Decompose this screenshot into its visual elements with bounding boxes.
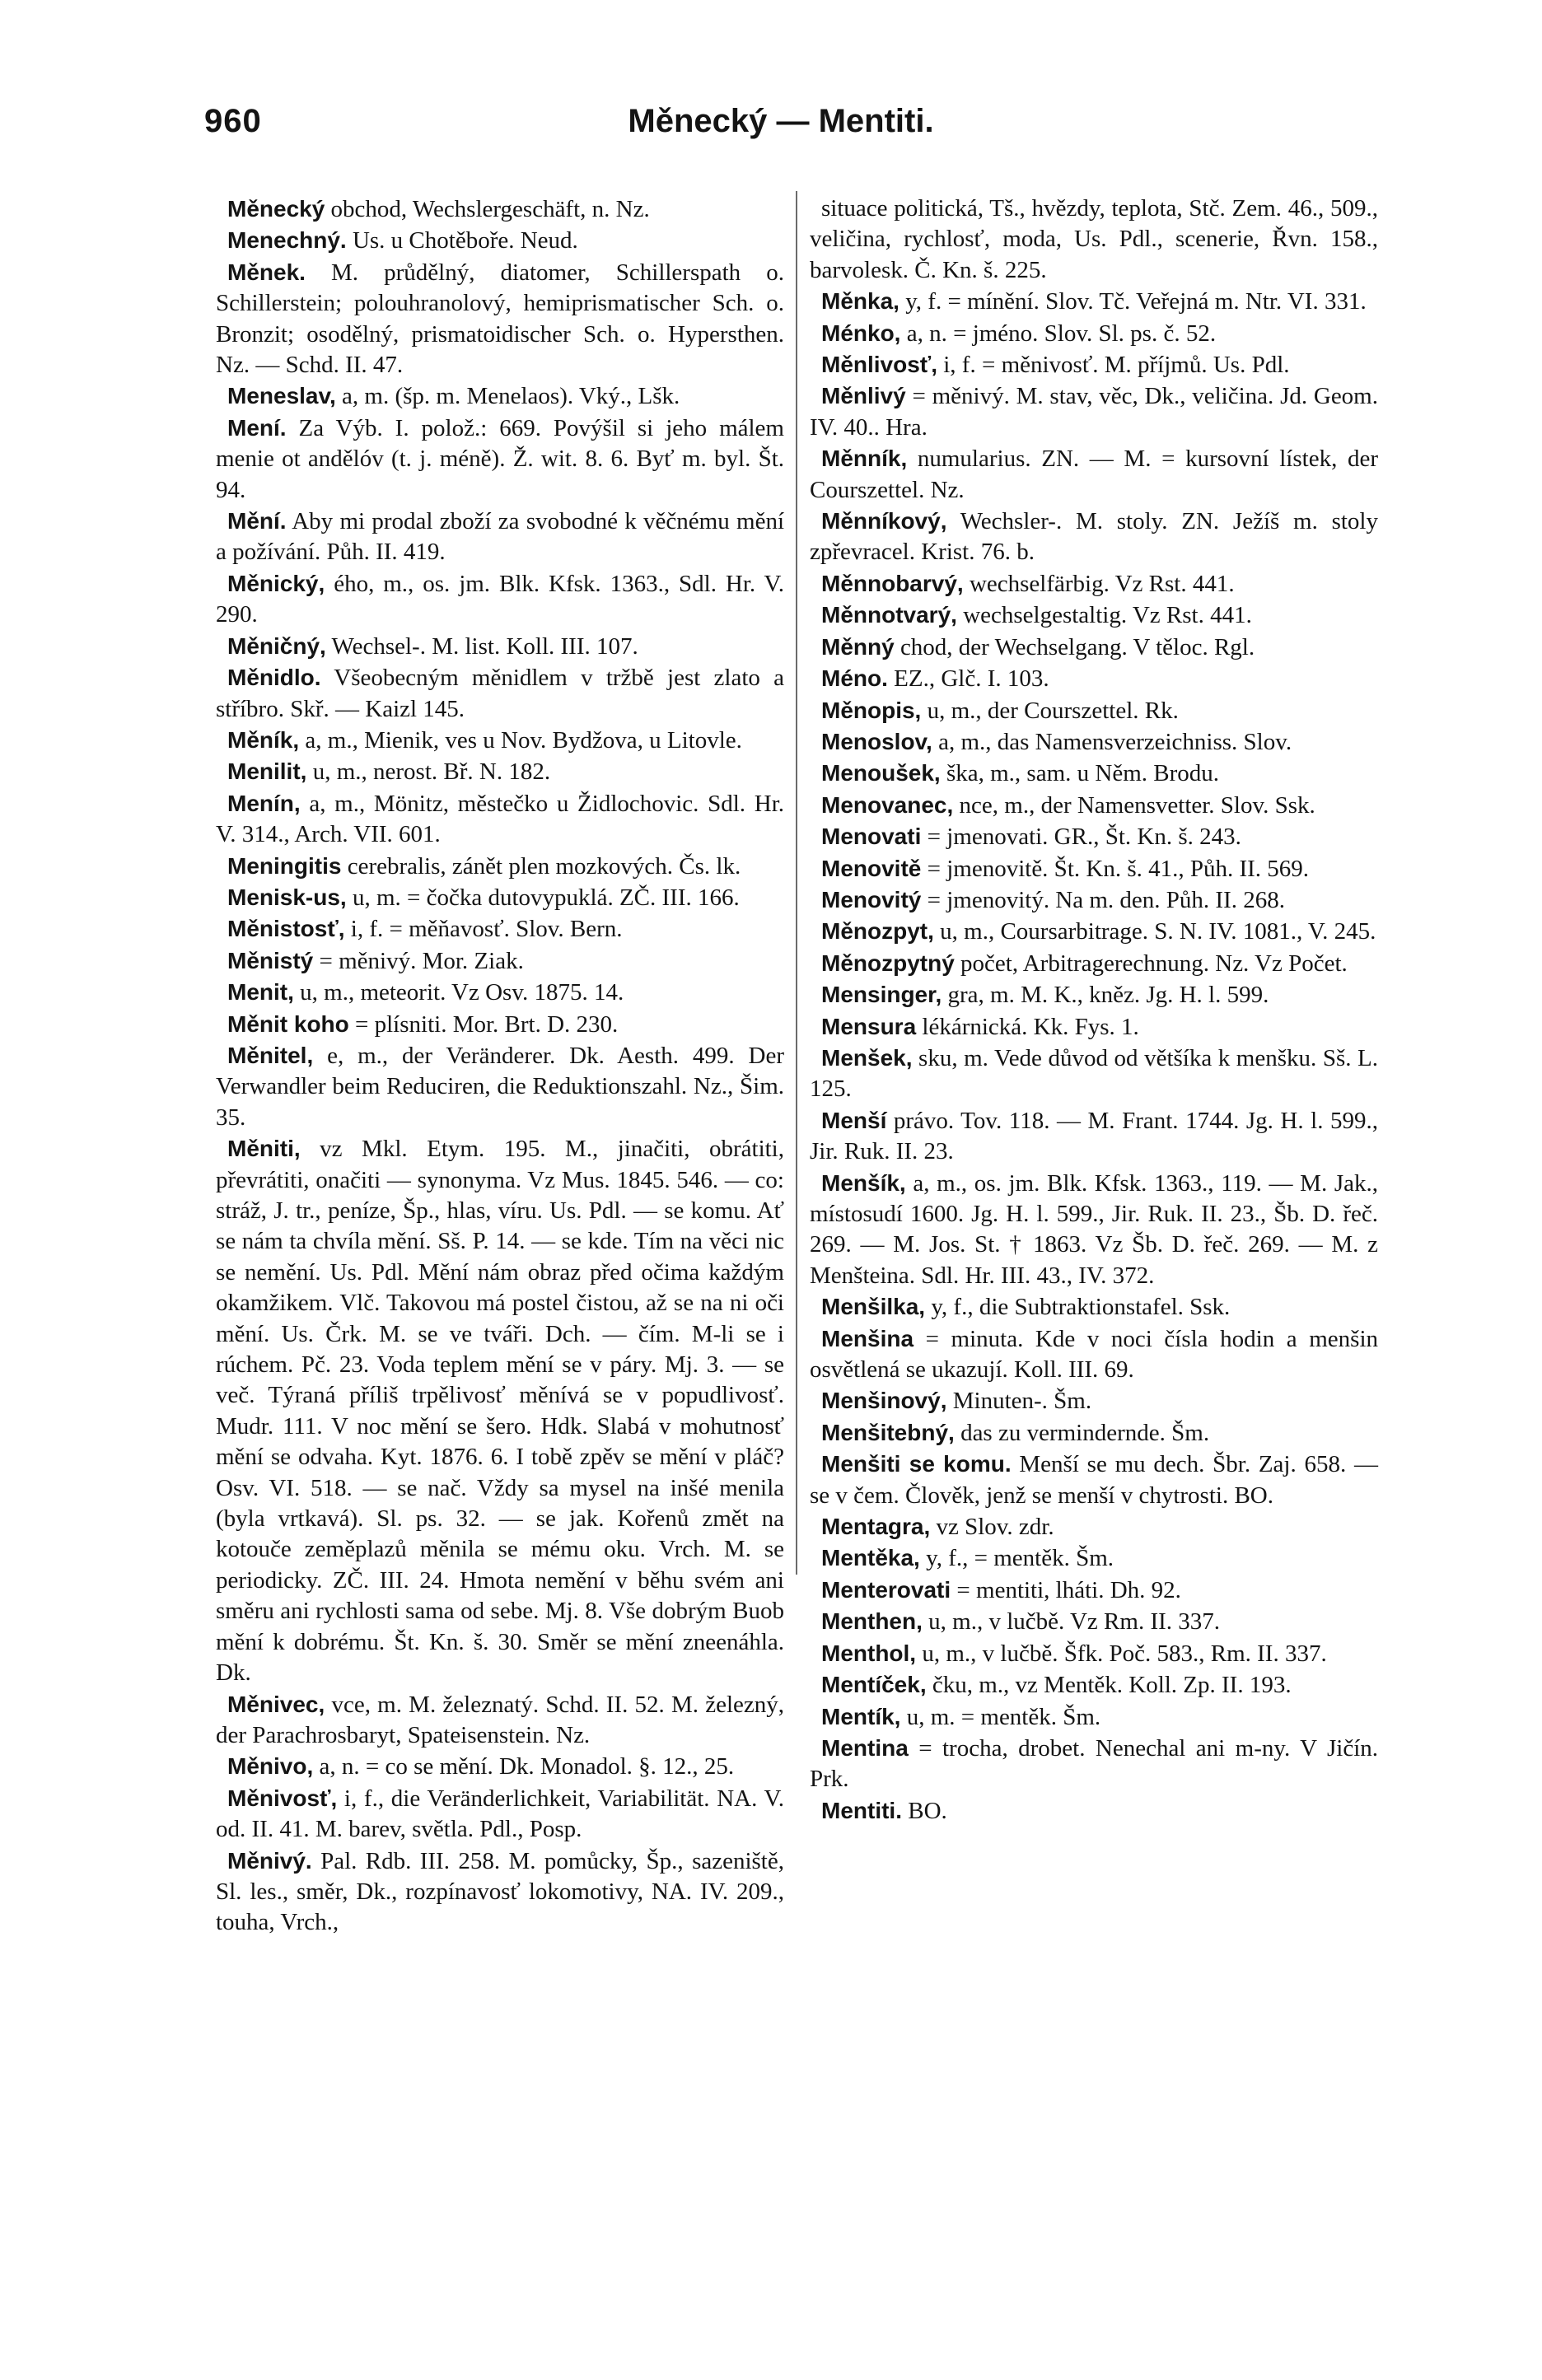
dictionary-entry: [216, 194, 784, 225]
dictionary-entry: [810, 663, 1378, 694]
dictionary-entry: [810, 1043, 1385, 1105]
entry-headword: Meningitis: [227, 852, 342, 879]
entry-text: Minuten-. Šm.: [946, 1388, 1092, 1415]
entry-text: Aby mi prodal zboží za svobodné k věčnému mění a požívání. Půh. II. 419.: [216, 508, 791, 566]
entry-text: Všeobecným měnidlem v tržbě jest zlato a stříbro. Skř. — Kaizl 145.: [216, 665, 791, 722]
entry-text: = měnivý. Mor. Ziak.: [313, 947, 524, 974]
entry-text: u, m., v lučbě. Šfk. Poč. 583., Rm. II. 337.: [916, 1640, 1327, 1667]
dictionary-entry: [216, 788, 790, 851]
entry-text: y, f. = mínění. Slov. Tč. Veřejná m. Ntr. VI. 331.: [899, 288, 1367, 315]
entry-text: chod, der Wechselgang. V těloc. Rgl.: [894, 633, 1255, 660]
entry-text: = minuta. Kde v noci čísla hodin a menšin osvětlená se ukazují. Koll. III. 69.: [810, 1325, 1385, 1384]
entry-text: právo. Tov. 118. — M. Frant. 1744. Jg. H. l. 599., Jir. Ruk. II. 23.: [810, 1107, 1385, 1165]
entry-text: y, f., die Subtraktionstafel. Ssk.: [925, 1294, 1231, 1321]
entry-text: = jmenovitě. Št. Kn. š. 41., Půh. II. 569.: [921, 855, 1310, 882]
dictionary-entry: [810, 1575, 1378, 1606]
entry-headword: Měnný: [821, 633, 895, 660]
dictionary-entry: [216, 1040, 791, 1133]
dictionary-entry: [810, 1669, 1378, 1701]
entry-text: Wechsler-. M. stoly. ZN. Ježíš m. stoly zpřevracel. Krist. 76. b.: [810, 508, 1385, 566]
page-header: [204, 103, 1357, 161]
entry-headword: Menšek,: [821, 1044, 913, 1071]
dictionary-entry: [810, 380, 1385, 443]
entry-headword: Menší: [821, 1107, 887, 1133]
entry-headword: Menisk-us,: [227, 884, 347, 910]
entry-headword: Měnníkový,: [821, 508, 947, 534]
entry-headword: Mentíček,: [821, 1672, 927, 1698]
entry-text: gra, m. M. K., kněz. Jg. H. l. 599.: [942, 982, 1269, 1009]
entry-text: Us. u Chotěboře. Neud.: [346, 227, 578, 254]
entry-text: cerebralis, zánět plen mozkových. Čs. lk.: [341, 852, 741, 880]
entry-text: i, f. = měňavosť. Slov. Bern.: [344, 916, 623, 943]
dictionary-entry: [810, 1105, 1385, 1168]
entry-headword: Měnozpyt,: [821, 918, 934, 945]
dictionary-entry: [216, 756, 784, 787]
entry-text: a, n. = co se mění. Dk. Monadol. §. 12., 25.: [313, 1753, 735, 1780]
entry-headword: Měnnobarvý,: [821, 570, 964, 596]
dictionary-entry: [810, 1638, 1378, 1669]
dictionary-entry: [810, 1385, 1378, 1416]
entry-headword: Menšinový,: [821, 1388, 947, 1414]
entry-headword: Menovitě: [821, 855, 922, 881]
entry-headword: Měnecký: [227, 196, 325, 222]
dictionary-entry: [810, 948, 1378, 979]
entry-headword: Menovanec,: [821, 791, 954, 818]
entry-headword: Měnozpytný: [821, 950, 955, 976]
dictionary-entry: [216, 506, 791, 568]
dictionary-entry: [810, 286, 1378, 317]
dictionary-entry: [216, 1689, 791, 1752]
dictionary-entry: [216, 1133, 791, 1688]
dictionary-entry: [810, 1011, 1378, 1043]
entry-headword: Meneslav,: [227, 383, 336, 409]
entry-headword: Menoušek,: [821, 760, 941, 786]
dictionary-entry: [216, 225, 784, 256]
dictionary-entry: [810, 726, 1378, 758]
entry-text: a, m. (šp. m. Menelaos). Vký., Lšk.: [335, 383, 680, 410]
entry-headword: Menšina: [821, 1325, 914, 1351]
entry-headword: Měnivosť,: [227, 1785, 338, 1811]
dictionary-entry: [216, 1009, 784, 1040]
entry-text: = jmenovati. GR., Št. Kn. š. 243.: [921, 824, 1241, 851]
dictionary-entry: [810, 916, 1378, 947]
entry-headword: Menechný.: [227, 227, 347, 254]
entry-text: a, m., Mienik, ves u Nov. Bydžova, u Litovle.: [299, 726, 742, 754]
dictionary-entry: [810, 600, 1378, 631]
entry-headword: Menín,: [227, 790, 301, 816]
entry-headword: Měnivý.: [227, 1847, 312, 1874]
entry-headword: Mentagra,: [821, 1514, 931, 1540]
dictionary-entry: [216, 380, 784, 412]
entry-text: numularius. ZN. — M. = kursovní lístek, der Courszettel. Nz.: [810, 446, 1385, 503]
entry-headword: Mení.: [227, 414, 287, 441]
entry-headword: Měnivec,: [227, 1691, 325, 1717]
dictionary-entry: [810, 1323, 1385, 1386]
dictionary-entry: [810, 1795, 1378, 1827]
entry-text: = plísniti. Mor. Brt. D. 230.: [348, 1010, 619, 1038]
dictionary-entry: [810, 318, 1378, 349]
dictionary-entry: [216, 851, 784, 882]
entry-text: u, m. = mentěk. Šm.: [900, 1703, 1101, 1730]
dictionary-entry: [216, 977, 784, 1008]
entry-text: vz Mkl. Etym. 195. M., jinačiti, obrátiti, převrátiti, onačiti — synonyma. Vz Mus. 1845. 546. — co: stráž, J. tr., peníze, Šp., hlas, víru. Us. Pdl. — se komu. Ať se nám ta chvíla mění. Sš. P. 14. — se kde. Tím na věci nic se nemění. Us. Pdl. Mění nám obraz před očima každým okamžikem. Vlč. Takovou má postel čistou, až se na ni oči mění. Us. Črk. M. se ve tváři. Dch. — čím. M-li se i rúchem. Pč. 23. Voda teplem mění se v páry. Mj. 3. — se več. Týraná příliš trpělivosť měnívá se v popudlivosť. Mudr. 111. V noc mění se šero. Hdk. Slabá v mohutnosť mění se odvaha. Kyt. 1876. 6. I tobě zpěv se mění v pláč? Osv. VI. 518. — se nač. Vždy sa mysel na inšé menila (byla vrtkavá). Sl. ps. 32. — se jak. Kořenů změt na kotouče zeměplazů měnila se mému oku. Vrch. M. se periodicky. ZČ. III. 24. Hmota nemění v běhu svém ani směru ani rychlosti sama od sebe. Mj. 8. Vše dobrým Buob mění k dobrému. Št. Kn. š. 30. Směr se mění zneenáhla. Dk.: [216, 1136, 791, 1687]
entry-text: = měnivý. M. stav, věc, Dk., veličina. Jd. Geom. IV. 40.. Hra.: [810, 383, 1385, 441]
dictionary-entry: [810, 1417, 1378, 1449]
entry-text: a, n. = jméno. Slov. Sl. ps. č. 52.: [900, 320, 1217, 347]
entry-text: y, f., = mentěk. Šm.: [919, 1545, 1114, 1572]
entry-text: a, m., os. jm. Blk. Kfsk. 1363., 119. — M. Jak., místosudí 1600. Jg. H. l. 599., Jir. Ruk. II. 23., Šb. D. řeč. 269. — M. Jos. St. † 1863. Vz Šb. D. řeč. 269. — M. z Menšteina. Sdl. Hr. III. 43., IV. 372.: [810, 1169, 1385, 1289]
entry-text: EZ., Glč. I. 103.: [887, 665, 1049, 693]
dictionary-entry: [810, 979, 1378, 1010]
entry-text: i, f., die Veränderlichkeit, Variabilität. NA. V. od. II. 41. M. barev, světla. Pdl., Posp.: [216, 1785, 791, 1843]
dictionary-entry: [216, 631, 784, 662]
entry-headword: Menšiti se komu.: [821, 1451, 1012, 1477]
entry-headword: Mentina: [821, 1734, 909, 1761]
entry-text: Za Výb. I. polož.: 669. Povýšil si jeho málem menie ot andělóv (t. j. méně). Ž. wit. 8. 6. Byť m. byl. Št. 94.: [216, 414, 791, 503]
dictionary-entry: [810, 349, 1378, 380]
dictionary-entry: [810, 1511, 1378, 1542]
entry-text: BO.: [902, 1797, 947, 1824]
dictionary-entry: [216, 257, 791, 381]
dictionary-entry: [810, 632, 1378, 663]
entry-headword: Mentík,: [821, 1703, 901, 1729]
entry-text: u, m., meteorit. Vz Osv. 1875. 14.: [293, 979, 624, 1006]
entry-headword: Menovitý: [821, 886, 922, 912]
page-number: 960: [204, 103, 262, 139]
entry-headword: Menšilka,: [821, 1294, 926, 1320]
entry-text: ška, m., sam. u Něm. Brodu.: [940, 760, 1220, 787]
dictionary-entry: [810, 443, 1385, 506]
entry-text: M. průdělný, diatomer, Schillerspath o. Schillerstein; polouhranolový, hemiprismatischer Sch. o. Bronzit; osodělný, prismatoidischer Sch. o. Hypersthen. Nz. — Schd. II. 47.: [216, 259, 791, 379]
entry-headword: Menthen,: [821, 1608, 923, 1635]
dictionary-entry: [810, 1542, 1378, 1574]
entry-headword: Měničný,: [227, 632, 326, 659]
dictionary-entry: [810, 758, 1378, 789]
entry-headword: Měnník,: [821, 446, 908, 472]
dictionary-entry: [810, 790, 1378, 821]
entry-text: u, m., Coursarbitrage. S. N. IV. 1081., V. 245.: [933, 918, 1376, 945]
dictionary-entry: [810, 853, 1378, 884]
entry-headword: Měniti,: [227, 1136, 301, 1162]
entry-headword: Ménko,: [821, 320, 901, 346]
entry-headword: Měnitel,: [227, 1042, 314, 1068]
entry-headword: Měnistý: [227, 947, 314, 973]
dictionary-entry: [216, 945, 784, 977]
dictionary-entry: [810, 1449, 1385, 1511]
entry-headword: Měnický,: [227, 570, 325, 596]
entry-text: počet, Arbitragerechnung. Nz. Vz Počet.: [954, 950, 1348, 977]
entry-headword: Mensinger,: [821, 982, 942, 1008]
entry-headword: Mění.: [227, 508, 287, 534]
right-column: [810, 194, 1385, 2351]
dictionary-entry: [810, 506, 1385, 568]
dictionary-entry: [216, 1783, 791, 1846]
entry-text: = trocha, drobet. Nenechal ani m-ny. V Jičín. Prk.: [810, 1734, 1385, 1793]
entry-headword: Měnlivý: [821, 383, 906, 409]
entry-headword: Měnlivosť,: [821, 352, 937, 378]
dictionary-entry: [810, 821, 1378, 852]
entry-text: nce, m., der Namensvetter. Slov. Ssk.: [953, 791, 1315, 819]
entry-text: u, m., nerost. Bř. N. 182.: [306, 758, 551, 786]
entry-text: u, m., v lučbě. Vz Rm. II. 337.: [922, 1608, 1221, 1636]
entry-headword: Měnek.: [227, 259, 306, 285]
entry-headword: Měnivo,: [227, 1753, 314, 1780]
dictionary-entry: [810, 695, 1378, 726]
entry-text: a, m., Mönitz, městečko u Židlochovic. Sdl. Hr. V. 314., Arch. VII. 601.: [216, 790, 790, 848]
entry-text: wechselgestaltig. Vz Rst. 441.: [956, 602, 1252, 629]
entry-headword: Menilit,: [227, 758, 307, 785]
entry-text: = jmenovitý. Na m. den. Půh. II. 268.: [921, 886, 1286, 913]
entry-text: wechselfärbig. Vz Rst. 441.: [963, 570, 1235, 597]
dictionary-entry: [810, 194, 1385, 286]
entry-text: vce, m. M. železnatý. Schd. II. 52. M. železný, der Parachrosbaryt, Spateisenstein. Nz.: [216, 1691, 791, 1748]
entry-headword: Měnnotvarý,: [821, 602, 957, 628]
dictionary-entry: [810, 1291, 1378, 1323]
entry-text: i, f. = měnivosť. M. příjmů. Us. Pdl.: [937, 352, 1290, 379]
entry-headword: Menthol,: [821, 1640, 917, 1666]
dictionary-entry: [810, 884, 1378, 916]
entry-text: ého, m., os. jm. Blk. Kfsk. 1363., Sdl. Hr. V. 290.: [216, 570, 791, 628]
dictionary-entry: [216, 413, 791, 506]
entry-text: čku, m., vz Mentěk. Koll. Zp. II. 193.: [926, 1672, 1292, 1699]
entry-text: e, m., der Veränderer. Dk. Aesth. 499. Der Verwandler beim Reduciren, die Reduktionszahl. Nz., Šim. 35.: [216, 1042, 791, 1131]
left-column: [216, 194, 791, 2351]
column-divider: [796, 191, 797, 1575]
entry-headword: Měnka,: [821, 288, 900, 315]
entry-text: sku, m. Vede důvod od většíka k menšku. Sš. L. 125.: [810, 1044, 1385, 1103]
entry-text: lékárnická. Kk. Fys. 1.: [916, 1013, 1139, 1040]
entry-headword: Méno.: [821, 665, 888, 692]
dictionary-entry: [810, 1701, 1378, 1733]
entry-headword: Menoslov,: [821, 728, 932, 754]
entry-headword: Menšík,: [821, 1169, 906, 1196]
dictionary-entry: [216, 725, 784, 756]
entry-headword: Měnistosť,: [227, 916, 345, 942]
entry-headword: Mentěka,: [821, 1545, 920, 1571]
entry-headword: Menovati: [821, 824, 922, 850]
entry-text: a, m., das Namensverzeichniss. Slov.: [932, 728, 1292, 755]
entry-text: Menší se mu dech. Šbr. Zaj. 658. — se v čem. Člověk, jenž se menší v chytrosti. BO.: [810, 1451, 1385, 1509]
entry-text: obchod, Wechslergeschäft, n. Nz.: [325, 196, 650, 222]
entry-headword: Měnopis,: [821, 697, 922, 723]
dictionary-entry: [216, 1751, 784, 1782]
entry-headword: Mentiti.: [821, 1797, 902, 1823]
dictionary-entry: [216, 1846, 791, 1939]
entry-headword: Menterovati: [821, 1576, 951, 1603]
entry-text: u, m. = čočka dutovypuklá. ZČ. III. 166.: [346, 884, 740, 911]
dictionary-entry: [216, 882, 784, 913]
entry-headword: Menšitebný,: [821, 1419, 955, 1445]
entry-text: vz Slov. zdr.: [930, 1514, 1054, 1541]
entry-text: Pal. Rdb. III. 258. M. pomůcky, Šp., sazeniště, Sl. les., směr, Dk., rozpínavosť lokomotivy, NA. IV. 209., touha, Vrch.,: [216, 1847, 791, 1936]
entry-headword: Měnidlo.: [227, 665, 321, 691]
entry-text: das zu vermindernde. Šm.: [954, 1419, 1210, 1446]
dictionary-entry: [810, 568, 1378, 600]
dictionary-entry: [216, 662, 791, 725]
dictionary-entry: [810, 1168, 1385, 1292]
dictionary-entry: [216, 913, 784, 945]
entry-headword: Mensura: [821, 1013, 917, 1039]
entry-headword: Měník,: [227, 726, 300, 753]
dictionary-entry: [810, 1733, 1385, 1795]
entry-text: Wechsel-. M. list. Koll. III. 107.: [325, 632, 638, 660]
entry-text: situace politická, Tš., hvězdy, teplota, Stč. Zem. 46., 509., veličina, rychlosť, moda, Us. Pdl., scenerie, Řvn. 158., barvolesk. Č. Kn. š. 225.: [810, 195, 1385, 283]
entry-text: = mentiti, lháti. Dh. 92.: [951, 1576, 1181, 1603]
running-title: Měnecký — Mentiti.: [628, 103, 934, 139]
dictionary-entry: [216, 568, 791, 631]
entry-headword: Menit,: [227, 979, 294, 1006]
entry-text: u, m., der Courszettel. Rk.: [921, 697, 1179, 724]
dictionary-entry: [810, 1606, 1378, 1637]
entry-headword: Měnit koho: [227, 1010, 349, 1037]
